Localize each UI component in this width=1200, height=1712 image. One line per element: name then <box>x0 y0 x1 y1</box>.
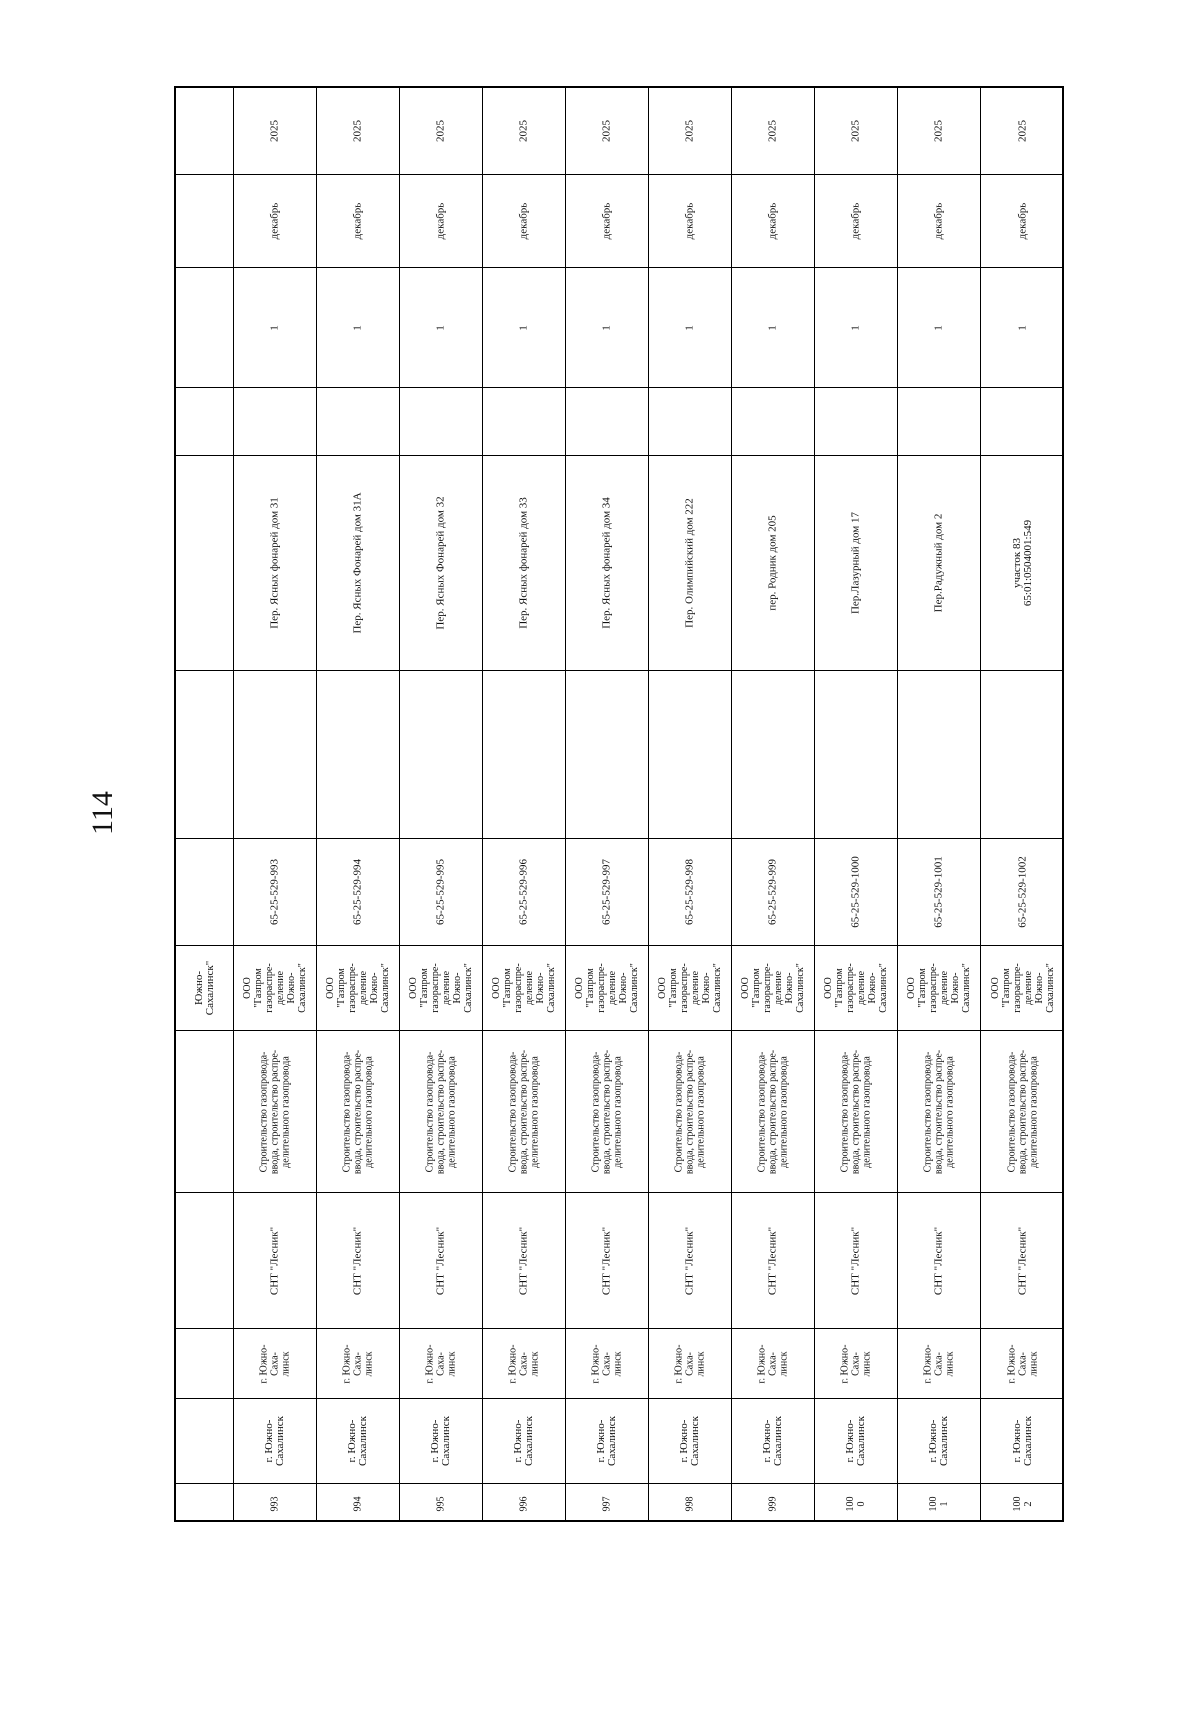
cell-text-work: Строительство газопровода- ввода, строительство распре- делительного газопровода <box>922 1049 956 1174</box>
cell-empty <box>649 671 731 839</box>
cell-qty <box>566 268 648 388</box>
cell-year <box>400 88 482 175</box>
cell-text-year: 2025 <box>517 120 530 142</box>
cell-text-qty: 1 <box>351 324 364 331</box>
cell-empty <box>317 388 399 456</box>
cell-city <box>566 1399 648 1484</box>
cell-num <box>898 1484 980 1524</box>
cell-city <box>483 1399 565 1484</box>
cell-address <box>400 456 482 671</box>
cell-locality <box>483 1329 565 1399</box>
cell-qty <box>981 268 1064 388</box>
cell-code <box>732 839 814 946</box>
header-org-fragment: Южно- Сахалинск" <box>192 960 216 1016</box>
cell-snt <box>566 1193 648 1329</box>
cell-locality <box>566 1329 648 1399</box>
cell-year <box>234 88 316 175</box>
cell-text-org: ООО "Газпром газораспре- деление Южно- Сахалинск" <box>242 963 308 1013</box>
cell-snt <box>483 1193 565 1329</box>
cell-text-snt: СНТ "Лесник" <box>766 1226 779 1295</box>
cell-address <box>649 456 731 671</box>
cell-text-org: ООО "Газпром газораспре- деление Южно- Сахалинск" <box>408 963 474 1013</box>
header-cell-city <box>176 1399 233 1484</box>
cell-city <box>234 1399 316 1484</box>
cell-locality <box>400 1329 482 1399</box>
cell-text-num: 993 <box>269 1496 281 1512</box>
cell-code <box>400 839 482 946</box>
cell-month <box>981 175 1064 268</box>
cell-text-locality: г. Южно- Саха- линск <box>258 1344 292 1383</box>
header-cell-month <box>176 175 233 268</box>
cell-text-year: 2025 <box>1016 120 1028 142</box>
cell-text-address: Пер. Ясных фонарей дом 34 <box>600 497 613 629</box>
cell-text-address: Пер.Радужный дом 2 <box>932 513 945 613</box>
cell-address <box>732 456 814 671</box>
cell-text-qty: 1 <box>434 324 447 331</box>
cell-year <box>898 88 980 175</box>
cell-code <box>566 839 648 946</box>
cell-text-locality: г. Южно- Саха- линск <box>424 1344 458 1383</box>
cell-qty <box>234 268 316 388</box>
cell-year <box>317 88 399 175</box>
cell-empty <box>400 671 482 839</box>
cell-qty <box>815 268 897 388</box>
cell-text-city: г. Южно- Сахалинск <box>429 1415 452 1467</box>
cell-snt <box>732 1193 814 1329</box>
cell-text-snt: СНТ "Лесник" <box>517 1226 530 1295</box>
cell-code <box>815 839 897 946</box>
cell-month <box>732 175 814 268</box>
cell-org <box>566 946 648 1031</box>
cell-text-city: г. Южно- Сахалинск <box>595 1415 618 1467</box>
cell-text-snt: СНТ "Лесник" <box>268 1226 281 1295</box>
cell-text-address: Пер. Ясных Фонарей дом 32 <box>434 496 447 630</box>
cell-text-snt: СНТ "Лесник" <box>1016 1226 1028 1295</box>
cell-city <box>815 1399 897 1484</box>
cell-text-locality: г. Южно- Саха- линск <box>756 1344 790 1383</box>
cell-text-month: декабрь <box>268 202 281 240</box>
cell-snt <box>317 1193 399 1329</box>
cell-work <box>234 1031 316 1193</box>
cell-empty <box>483 671 565 839</box>
cell-org <box>400 946 482 1031</box>
cell-work <box>898 1031 980 1193</box>
cell-snt <box>981 1193 1064 1329</box>
cell-empty <box>483 388 565 456</box>
cell-text-city: г. Южно- Сахалинск <box>761 1415 784 1467</box>
cell-text-work: Строительство газопровода- ввода, строительство распре- делительного газопровода <box>424 1049 458 1174</box>
cell-text-qty: 1 <box>600 324 613 331</box>
cell-month <box>483 175 565 268</box>
cell-org <box>317 946 399 1031</box>
cell-month <box>898 175 980 268</box>
cell-org <box>483 946 565 1031</box>
cell-address <box>317 456 399 671</box>
cell-year <box>815 88 897 175</box>
cell-code <box>483 839 565 946</box>
cell-text-city: г. Южно- Сахалинск <box>844 1415 867 1467</box>
cell-org <box>815 946 897 1031</box>
cell-text-city: г. Южно- Сахалинск <box>678 1415 701 1467</box>
cell-month <box>566 175 648 268</box>
cell-text-year: 2025 <box>351 120 364 142</box>
cell-text-month: декабрь <box>351 202 364 240</box>
cell-text-locality: г. Южно- Саха- линск <box>922 1344 956 1383</box>
cell-text-month: декабрь <box>600 202 613 240</box>
cell-text-work: Строительство газопровода- ввода, строительство распре- делительного газопровода <box>756 1049 790 1174</box>
cell-text-address: Пер. Ясных фонарей дом 33 <box>517 497 530 629</box>
cell-text-org: ООО "Газпром газораспре- деление Южно- Сахалинск" <box>740 963 806 1013</box>
cell-text-qty: 1 <box>766 324 779 331</box>
cell-text-month: декабрь <box>683 202 696 240</box>
cell-work <box>566 1031 648 1193</box>
cell-num <box>400 1484 482 1524</box>
cell-text-year: 2025 <box>849 120 862 142</box>
table-row <box>898 88 981 1520</box>
cell-org <box>732 946 814 1031</box>
cell-text-month: декабрь <box>517 202 530 240</box>
cell-text-work: Строительство газопровода- ввода, строительство распре- делительного газопровода <box>839 1049 873 1174</box>
cell-year <box>649 88 731 175</box>
cell-text-code: 65-25-529-1001 <box>932 856 945 928</box>
cell-empty <box>898 671 980 839</box>
table-row <box>234 88 317 1520</box>
cell-text-code: 65-25-529-1002 <box>1016 856 1028 928</box>
cell-empty <box>981 671 1064 839</box>
cell-num <box>234 1484 316 1524</box>
cell-city <box>981 1399 1064 1484</box>
cell-text-year: 2025 <box>268 120 281 142</box>
cell-locality <box>649 1329 731 1399</box>
cell-text-org: ООО "Газпром газораспре- деление Южно- Сахалинск" <box>657 963 723 1013</box>
cell-work <box>981 1031 1064 1193</box>
cell-qty <box>649 268 731 388</box>
cell-num <box>815 1484 897 1524</box>
cell-empty <box>815 388 897 456</box>
header-cell-address <box>176 456 233 671</box>
cell-snt <box>234 1193 316 1329</box>
cell-text-city: г. Южно- Сахалинск <box>346 1415 369 1467</box>
header-cell-code <box>176 839 233 946</box>
cell-text-snt: СНТ "Лесник" <box>683 1226 696 1295</box>
table-row <box>981 88 1064 1520</box>
table-row <box>732 88 815 1520</box>
cell-work <box>732 1031 814 1193</box>
header-cell-snt <box>176 1193 233 1329</box>
cell-text-locality: г. Южно- Саха- линск <box>1006 1344 1039 1383</box>
cell-locality <box>981 1329 1064 1399</box>
header-cell-org <box>176 946 233 1031</box>
cell-qty <box>317 268 399 388</box>
cell-work <box>400 1031 482 1193</box>
cell-qty <box>898 268 980 388</box>
cell-text-month: декабрь <box>849 202 862 240</box>
cell-address <box>815 456 897 671</box>
cell-text-code: 65-25-529-997 <box>600 859 613 925</box>
cell-text-num: 100 0 <box>845 1496 867 1512</box>
cell-num <box>566 1484 648 1524</box>
cell-text-code: 65-25-529-993 <box>268 859 281 925</box>
cell-work <box>649 1031 731 1193</box>
cell-text-address: пер. Родник дом 205 <box>766 515 779 611</box>
cell-text-snt: СНТ "Лесник" <box>351 1226 364 1295</box>
cell-text-work: Строительство газопровода- ввода, строительство распре- делительного газопровода <box>258 1049 292 1174</box>
cell-text-work: Строительство газопровода- ввода, строительство распре- делительного газопровода <box>590 1049 624 1174</box>
cell-city <box>400 1399 482 1484</box>
cell-text-qty: 1 <box>517 324 530 331</box>
cell-num <box>981 1484 1064 1524</box>
cell-work <box>317 1031 399 1193</box>
cell-num <box>483 1484 565 1524</box>
cell-text-qty: 1 <box>1016 324 1028 331</box>
cell-month <box>317 175 399 268</box>
cell-text-code: 65-25-529-996 <box>517 859 530 925</box>
cell-address <box>898 456 980 671</box>
cell-org <box>649 946 731 1031</box>
cell-text-locality: г. Южно- Саха- линск <box>590 1344 624 1383</box>
cell-empty <box>815 671 897 839</box>
cell-text-num: 100 2 <box>1011 1496 1034 1512</box>
cell-text-code: 65-25-529-998 <box>683 859 696 925</box>
cell-year <box>483 88 565 175</box>
cell-text-work: Строительство газопровода- ввода, строительство распре- делительного газопровода <box>673 1049 707 1174</box>
cell-text-city: г. Южно- Сахалинск <box>512 1415 535 1467</box>
cell-address <box>566 456 648 671</box>
cell-text-work: Строительство газопровода- ввода, строительство распре- делительного газопровода <box>341 1049 375 1174</box>
cell-qty <box>400 268 482 388</box>
cell-locality <box>317 1329 399 1399</box>
header-cell-year <box>176 88 233 175</box>
cell-address <box>981 456 1064 671</box>
cell-address <box>483 456 565 671</box>
table-row <box>815 88 898 1520</box>
cell-text-code: 65-25-529-994 <box>351 859 364 925</box>
header-cell-qty <box>176 268 233 388</box>
cell-text-qty: 1 <box>268 324 281 331</box>
cell-code <box>898 839 980 946</box>
cell-text-locality: г. Южно- Саха- линск <box>673 1344 707 1383</box>
cell-city <box>649 1399 731 1484</box>
header-cell-blank <box>176 671 233 839</box>
cell-code <box>234 839 316 946</box>
cell-text-locality: г. Южно- Саха- линск <box>507 1344 541 1383</box>
cell-snt <box>898 1193 980 1329</box>
cell-text-address: участок 83 65:01:0504001:549 <box>1010 519 1034 607</box>
cell-work <box>483 1031 565 1193</box>
cell-empty <box>234 388 316 456</box>
cell-text-org: ООО "Газпром газораспре- деление Южно- Сахалинск" <box>906 963 972 1013</box>
cell-snt <box>400 1193 482 1329</box>
header-cell-work <box>176 1031 233 1193</box>
cell-year <box>566 88 648 175</box>
register-table <box>174 86 1064 1522</box>
cell-text-city: г. Южно- Сахалинск <box>927 1415 950 1467</box>
table-row <box>649 88 732 1520</box>
cell-text-year: 2025 <box>683 120 696 142</box>
cell-num <box>317 1484 399 1524</box>
cell-text-code: 65-25-529-1000 <box>849 856 862 928</box>
table-row <box>566 88 649 1520</box>
cell-empty <box>400 388 482 456</box>
cell-qty <box>732 268 814 388</box>
cell-text-org: ООО "Газпром газораспре- деление Южно- Сахалинск" <box>491 963 557 1013</box>
cell-locality <box>815 1329 897 1399</box>
cell-text-year: 2025 <box>434 120 447 142</box>
cell-text-qty: 1 <box>683 324 696 331</box>
cell-code <box>981 839 1064 946</box>
cell-text-address: Пер. Ясных Фонарей дом 31А <box>351 492 364 634</box>
cell-empty <box>649 388 731 456</box>
cell-text-num: 995 <box>435 1496 447 1512</box>
cell-org <box>898 946 980 1031</box>
cell-text-snt: СНТ "Лесник" <box>849 1226 862 1295</box>
cell-text-address: Пер. Ясных фонарей дом 31 <box>268 497 281 629</box>
cell-text-year: 2025 <box>766 120 779 142</box>
cell-text-snt: СНТ "Лесник" <box>600 1226 613 1295</box>
cell-text-org: ООО "Газпром газораспре- деление Южно- Сахалинск" <box>325 963 391 1013</box>
cell-month <box>815 175 897 268</box>
cell-code <box>317 839 399 946</box>
cell-code <box>649 839 731 946</box>
cell-empty <box>566 671 648 839</box>
cell-text-num: 100 1 <box>928 1496 950 1512</box>
cell-text-month: декабрь <box>1016 202 1028 240</box>
cell-org <box>981 946 1064 1031</box>
cell-empty <box>981 388 1064 456</box>
table-row <box>483 88 566 1520</box>
cell-text-city: г. Южно- Сахалинск <box>263 1415 286 1467</box>
cell-empty <box>234 671 316 839</box>
cell-num <box>649 1484 731 1524</box>
cell-year <box>732 88 814 175</box>
cell-empty <box>317 671 399 839</box>
cell-snt <box>649 1193 731 1329</box>
cell-text-num: 996 <box>518 1496 530 1512</box>
cell-work <box>815 1031 897 1193</box>
cell-text-num: 999 <box>767 1496 779 1512</box>
cell-year <box>981 88 1064 175</box>
cell-empty <box>566 388 648 456</box>
cell-text-num: 994 <box>352 1496 364 1512</box>
cell-text-address: Пер. Олимпийский дом 222 <box>683 498 696 628</box>
cell-text-locality: г. Южно- Саха- линск <box>839 1344 873 1383</box>
cell-city <box>317 1399 399 1484</box>
cell-city <box>898 1399 980 1484</box>
header-cell-locality <box>176 1329 233 1399</box>
cell-text-month: декабрь <box>766 202 779 240</box>
cell-text-work: Строительство газопровода- ввода, строительство распре- делительного газопровода <box>1006 1049 1039 1174</box>
cell-text-num: 998 <box>684 1496 696 1512</box>
cell-text-year: 2025 <box>600 120 613 142</box>
cell-text-code: 65-25-529-999 <box>766 859 779 925</box>
header-cell-empty <box>176 388 233 456</box>
table-header-strip <box>176 88 234 1520</box>
cell-empty <box>732 388 814 456</box>
cell-text-snt: СНТ "Лесник" <box>434 1226 447 1295</box>
cell-month <box>234 175 316 268</box>
cell-text-locality: г. Южно- Саха- линск <box>341 1344 375 1383</box>
cell-text-num: 997 <box>601 1496 613 1512</box>
cell-text-month: декабрь <box>932 202 945 240</box>
cell-text-org: ООО "Газпром газораспре- деление Южно- Сахалинск" <box>574 963 640 1013</box>
cell-text-qty: 1 <box>932 324 945 331</box>
cell-text-month: декабрь <box>434 202 447 240</box>
cell-address <box>234 456 316 671</box>
cell-text-qty: 1 <box>849 324 862 331</box>
header-cell-num <box>176 1484 233 1524</box>
cell-month <box>649 175 731 268</box>
page-number: 114 <box>86 791 119 835</box>
cell-locality <box>898 1329 980 1399</box>
cell-text-org: ООО "Газпром газораспре- деление Южно- Сахалинск" <box>823 963 889 1013</box>
cell-text-year: 2025 <box>932 120 945 142</box>
cell-text-code: 65-25-529-995 <box>434 859 447 925</box>
cell-text-address: Пер.Лазурный дом 17 <box>849 511 862 615</box>
cell-locality <box>732 1329 814 1399</box>
cell-org <box>234 946 316 1031</box>
cell-num <box>732 1484 814 1524</box>
table-row <box>317 88 400 1520</box>
cell-locality <box>234 1329 316 1399</box>
cell-text-org: ООО "Газпром газораспре- деление Южно- Сахалинск" <box>989 963 1056 1013</box>
cell-snt <box>815 1193 897 1329</box>
cell-text-city: г. Южно- Сахалинск <box>1010 1415 1034 1467</box>
cell-city <box>732 1399 814 1484</box>
cell-month <box>400 175 482 268</box>
cell-text-snt: СНТ "Лесник" <box>932 1226 945 1295</box>
cell-qty <box>483 268 565 388</box>
cell-empty <box>898 388 980 456</box>
cell-empty <box>732 671 814 839</box>
table-row <box>400 88 483 1520</box>
cell-text-work: Строительство газопровода- ввода, строительство распре- делительного газопровода <box>507 1049 541 1174</box>
